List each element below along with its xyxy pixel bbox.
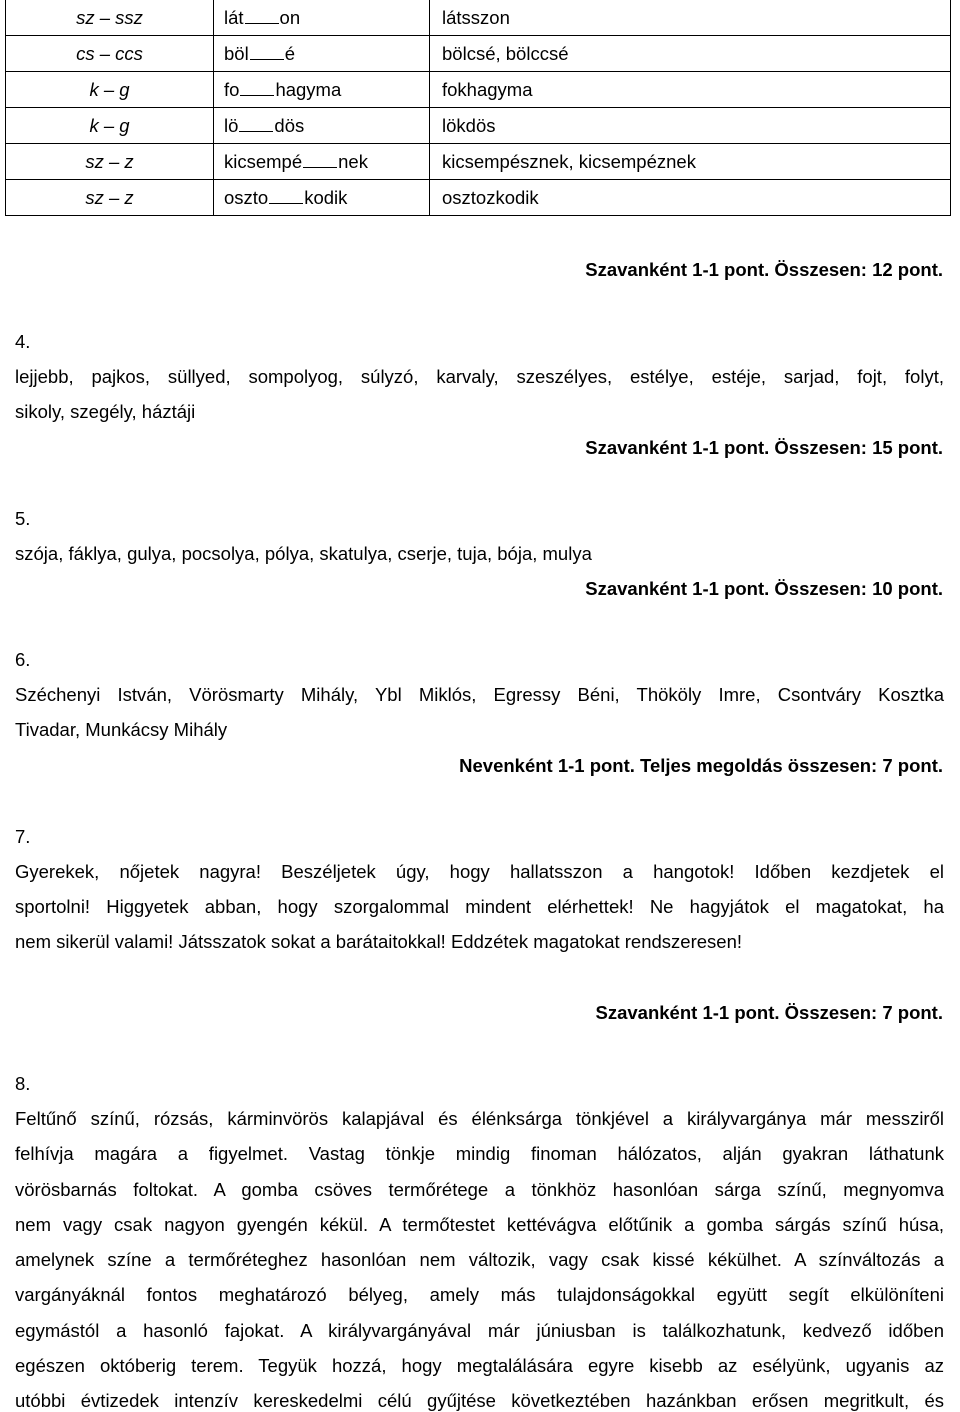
sound-pair-cell: sz – ssz	[6, 0, 214, 36]
task7-line-1: Gyerekek, nőjetek nagyra! Beszéljetek úgy, hogy hallatsszon a hangotok! Időben kezdjetek el	[15, 861, 944, 882]
table-row	[6, 36, 951, 72]
table-row	[6, 108, 951, 144]
gap-word-cell	[214, 0, 430, 36]
table-row	[6, 72, 951, 108]
task8-line-5: amelynek színe a termőréteghez hasonlóan nem változik, vagy csak kissé kékülhet. A színváltozás a	[15, 1249, 944, 1270]
task6-line-2: Tivadar, Munkácsy Mihály	[15, 719, 228, 740]
task7-line-3: nem sikerül valami! Játsszatok sokat a barátaitokkal! Eddzétek magatokat rendszeresen!	[15, 931, 742, 952]
word-part-after: dös	[274, 114, 305, 136]
gap-word-cell	[214, 180, 430, 216]
word-part-after: é	[284, 42, 295, 64]
task7-number: 7.	[15, 826, 31, 847]
task3-score: Szavanként 1-1 pont. Összesen: 12 pont.	[585, 259, 943, 280]
task8-line-8: egészen októberig terem. Tegyük hozzá, hogy megtalálására egyre kisebb az esélyünk, ugyanis az	[15, 1355, 944, 1376]
blank-gap	[240, 79, 274, 96]
task8-line-3: vörösbarnás foltokat. A gomba csöves termőrétege a tönkhöz hasonlóan sárga színű, megnyomva	[15, 1179, 944, 1200]
blank-gap	[250, 43, 284, 60]
answer-cell: kicsempésznek, kicsempéznek	[430, 144, 951, 180]
task8-line-1: Feltűnő színű, rózsás, kárminvörös kalapjával és élénksárga tönkjével a királyvargánya már messziről	[15, 1108, 944, 1129]
gap-word-cell	[214, 72, 430, 108]
gap-word-cell	[214, 36, 430, 72]
task4-score: Szavanként 1-1 pont. Összesen: 15 pont.	[585, 437, 943, 458]
word-part-before: lö	[224, 114, 239, 136]
table-row	[6, 144, 951, 180]
task4-line-2: sikoly, szegély, háztáji	[15, 401, 196, 422]
sound-pair-cell: sz – z	[6, 144, 214, 180]
task4-number: 4.	[15, 331, 31, 352]
task6-number: 6.	[15, 649, 31, 670]
answer-cell: látsszon	[430, 0, 951, 36]
answer-table	[5, 0, 951, 216]
word-part-before: lát	[224, 6, 244, 28]
sound-pair-cell: cs – ccs	[6, 36, 214, 72]
task8-line-9: utóbbi évtizedek intenzív kereskedelmi célú gyűjtése következtében hazánkban erősen megritkult, és	[15, 1390, 944, 1411]
blank-gap	[245, 7, 279, 24]
answer-cell: lökdös	[430, 108, 951, 144]
word-part-after: nek	[338, 150, 368, 172]
task8-line-4: nem vagy csak nagyon gyengén kékül. A termőtestet kettévágva előtűnik a gomba sárgás színű húsa,	[15, 1214, 944, 1235]
word-part-before: böl	[224, 42, 249, 64]
gap-word-cell	[214, 108, 430, 144]
word-part-before: fo	[224, 78, 240, 100]
word-part-after: hagyma	[275, 78, 342, 100]
word-part-after: on	[279, 6, 301, 28]
table-row	[6, 0, 951, 36]
task7-score: Szavanként 1-1 pont. Összesen: 7 pont.	[595, 1002, 943, 1023]
blank-gap	[303, 151, 337, 168]
gap-word-cell	[214, 144, 430, 180]
blank-gap	[239, 115, 273, 132]
blank-gap	[269, 187, 303, 204]
task5-number: 5.	[15, 508, 31, 529]
task5-score: Szavanként 1-1 pont. Összesen: 10 pont.	[585, 578, 943, 599]
answer-cell: osztozkodik	[430, 180, 951, 216]
task7-line-2: sportolni! Higgyetek abban, hogy szorgalommal mindent elérhettek! Ne hagyjátok el magatokat, ha	[15, 896, 944, 917]
task5-text: szója, fáklya, gulya, pocsolya, pólya, skatulya, cserje, tuja, bója, mulya	[15, 543, 592, 564]
task8-line-2: felhívja magára a figyelmet. Vastag tönkje mindig finoman hálózatos, alján gyakran láthatunk	[15, 1143, 944, 1164]
sound-pair-cell: k – g	[6, 108, 214, 144]
answer-cell: fokhagyma	[430, 72, 951, 108]
table-row	[6, 180, 951, 216]
task8-line-7: egymástól a hasonló fajokat. A királyvargányával már júniusban is találkozhatunk, kedvező időben	[15, 1320, 944, 1341]
task8-line-6: vargányáknál fontos meghatározó bélyeg, amely más tulajdonságokkal együtt segít elkülöníteni	[15, 1284, 944, 1305]
word-part-after: kodik	[304, 186, 348, 208]
sound-pair-cell: k – g	[6, 72, 214, 108]
word-part-before: kicsempé	[224, 150, 303, 172]
task4-line-1: lejjebb, pajkos, süllyed, sompolyog, súlyzó, karvaly, szeszélyes, estélye, estéje, sarjad, fojt, folyt,	[15, 366, 944, 387]
answer-cell: bölcsé, bölccsé	[430, 36, 951, 72]
sound-pair-cell: sz – z	[6, 180, 214, 216]
task8-number: 8.	[15, 1073, 31, 1094]
task6-score: Nevenként 1-1 pont. Teljes megoldás összesen: 7 pont.	[459, 755, 943, 776]
word-part-before: oszto	[224, 186, 269, 208]
task6-line-1: Széchenyi István, Vörösmarty Mihály, Ybl Miklós, Egressy Béni, Thököly Imre, Csontváry Kosztka	[15, 684, 944, 705]
